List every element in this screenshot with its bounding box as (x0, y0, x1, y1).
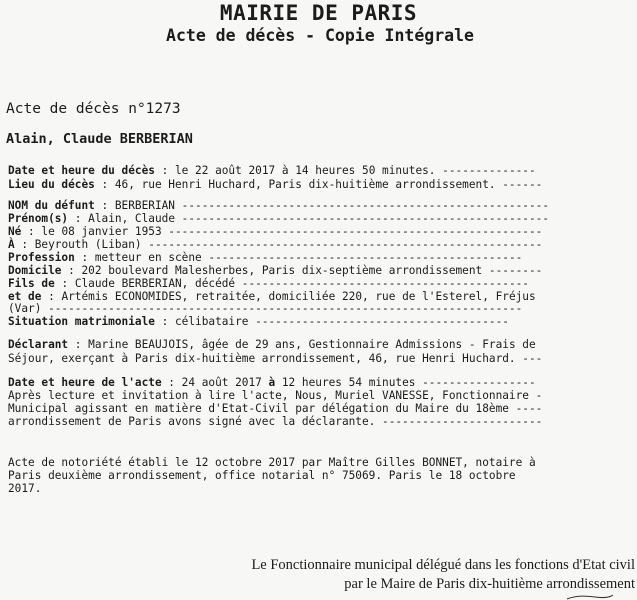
field-value: Alain, Claude ------------------------------------------------------- (88, 212, 550, 225)
marital-status-line (8, 315, 509, 329)
field-separator: : (41, 290, 62, 303)
body-text: Acte de notoriété établi le 12 octobre 2017 par Maître Gilles BONNET, notaire à (8, 456, 536, 469)
body-text: Municipal agissant en matière d'Etat-Civil par délégation du Maire du 18ème ---- (8, 402, 543, 415)
profession-line (8, 251, 522, 265)
notoriety-line-3 (8, 482, 41, 496)
field-separator: : (154, 164, 175, 177)
birth-place-line (8, 238, 542, 252)
act-number: Acte de décès n°1273 (6, 101, 181, 117)
firstname-line (8, 212, 549, 226)
field-value: Artémis ECONOMIDES, retraitée, domiciliée 220, rue de l'Esterel, Fréjus (61, 290, 536, 303)
field-separator: : (154, 315, 175, 328)
field-value: metteur en scène ----------------------------------------------- (94, 251, 523, 264)
domicile-line (8, 264, 542, 278)
field-value: 46, rue Henri Huchard, Paris dix-huitième arrondissement. ------ (114, 178, 543, 191)
body-text: 2017. (8, 482, 42, 495)
field-value: Beyrouth (Liban) ----------------------------------------------------------- (34, 238, 543, 251)
body-text: arrondissement de Paris avons signé avec la déclarante. ------------------------ (8, 415, 543, 428)
field-label: Lieu du décès (8, 178, 95, 191)
field-separator: : (14, 238, 35, 251)
signature-title-line-2: par le Maire de Paris dix-huitième arrondissement (344, 576, 635, 592)
field-separator: : (94, 178, 115, 191)
field-label: Profession (8, 251, 75, 264)
field-label: Prénom(s) (8, 212, 69, 225)
field-value: le 08 janvier 1953 -------------------------------------------------------- (41, 225, 543, 238)
field-separator: : (54, 277, 75, 290)
act-datetime-line (8, 376, 536, 390)
notoriety-line-2 (8, 469, 516, 483)
field-value: le 22 août 2017 à 14 heures 50 minutes. -------------- (175, 164, 536, 177)
field-value: Marine BEAUJOIS, âgée de 29 ans, Gestionnaire Admissions - Frais de (88, 338, 536, 351)
body-text: Paris deuxième arrondissement, office notarial n° 75069. Paris le 18 octobre (8, 469, 516, 482)
field-value: (Var) ----------------------------------------------------------------------- (8, 302, 523, 315)
field-label: Situation matrimoniale (8, 315, 155, 328)
field-label: À (8, 238, 15, 251)
field-label: Domicile (8, 264, 62, 277)
field-separator: : (161, 376, 182, 389)
field-value: BERBERIAN ------------------------------------------------------- (114, 199, 550, 212)
field-label: Date et heure de l'acte (8, 376, 162, 389)
field-label: Date et heure du décès (8, 164, 155, 177)
declarant-line (8, 338, 536, 352)
act-body-line-2 (8, 402, 542, 416)
birth-date-line (8, 225, 542, 239)
death-place-line (8, 178, 542, 192)
field-value-bold: à (268, 376, 276, 389)
document-subtitle-wrap (60, 26, 580, 45)
field-separator: : (61, 264, 82, 277)
field-value: Claude BERBERIAN, décédé ------------------------------------------- (74, 277, 529, 290)
mother-line-continued (8, 302, 522, 316)
field-label: Déclarant (8, 338, 69, 351)
field-value: 24 août 2017 (181, 376, 269, 389)
field-label: et de (8, 290, 42, 303)
field-value: 202 boulevard Malesherbes, Paris dix-septième arrondissement -------- (81, 264, 543, 277)
document-title: MAIRIE DE PARIS (219, 1, 418, 25)
field-separator: : (21, 225, 42, 238)
notoriety-line-1 (8, 456, 536, 470)
field-separator: : (94, 199, 115, 212)
field-separator: : (68, 338, 89, 351)
declarant-line-continued (8, 352, 542, 366)
death-datetime-line (8, 164, 536, 178)
signature-stroke (565, 594, 615, 600)
field-separator: : (68, 212, 89, 225)
field-value: Séjour, exerçant à Paris dix-huitième arrondissement, 46, rue Henri Huchard. --- (8, 352, 543, 365)
field-value: célibataire -------------------------------------- (175, 315, 509, 328)
body-text: Après lecture et invitation à lire l'acte, Nous, Muriel VANESSE, Fonctionnaire - (8, 389, 543, 402)
document-subtitle: Acte de décès - Copie Intégrale (166, 26, 474, 45)
act-body-line-3 (8, 415, 542, 429)
surname-line (8, 199, 549, 213)
field-label: NOM du défunt (8, 199, 95, 212)
field-separator: : (74, 251, 95, 264)
field-label: Fils de (8, 277, 55, 290)
person-name: Alain, Claude BERBERIAN (6, 131, 193, 147)
field-label: Né (8, 225, 22, 238)
field-value: 12 heures 54 minutes ----------------- (275, 376, 536, 389)
act-body-line-1 (8, 389, 542, 403)
signature-title-line-1: Le Fonctionnaire municipal délégué dans les fonctions d'Etat civil (251, 557, 635, 573)
father-line (8, 277, 529, 291)
